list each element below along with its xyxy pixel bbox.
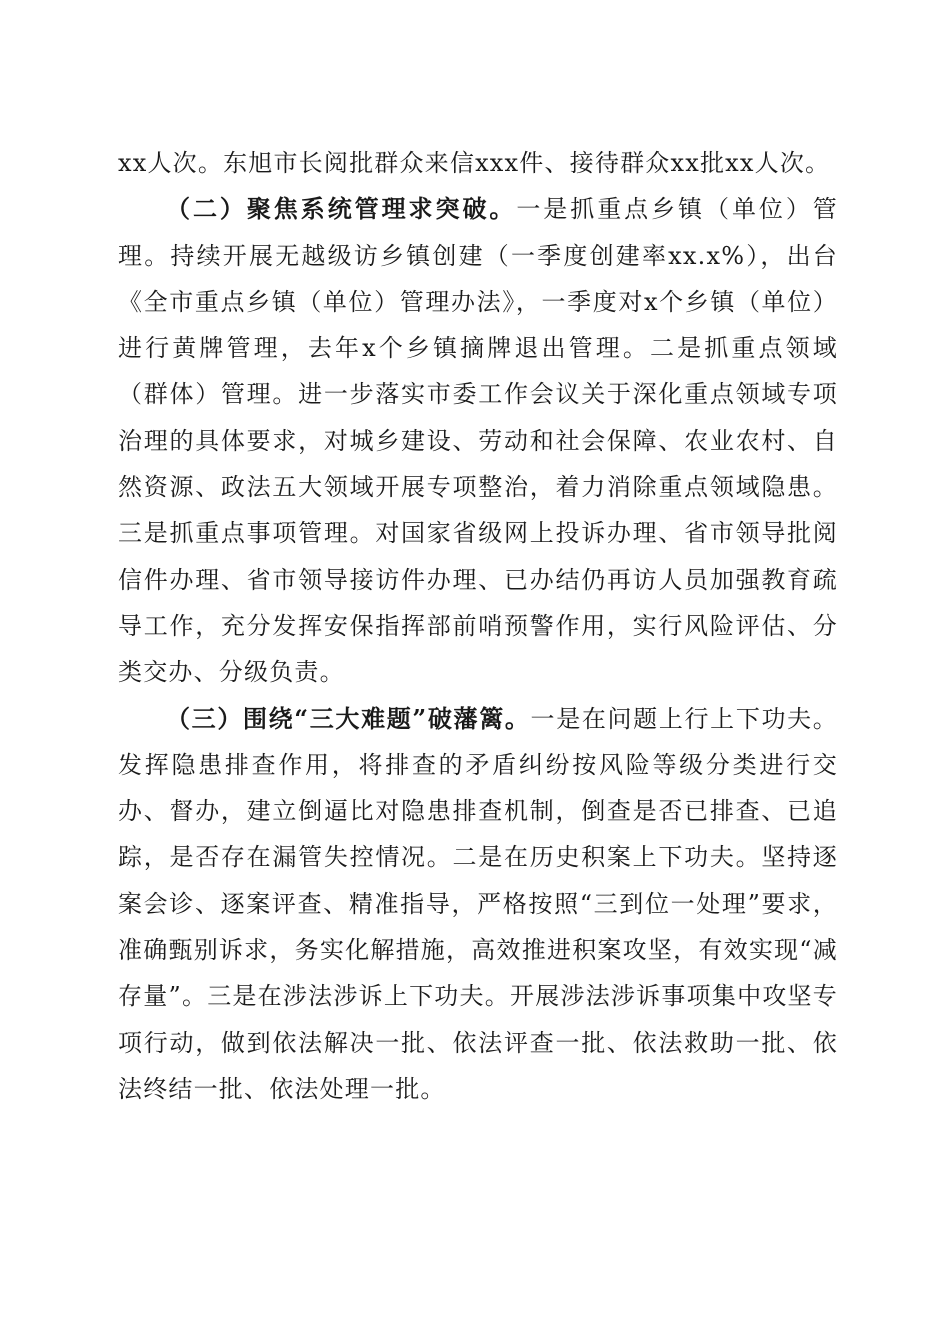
document-body [118, 140, 838, 1112]
section-heading: （三）围绕“三大难题”破藩篱。 [166, 703, 531, 733]
paragraph-continuation [118, 140, 838, 186]
paragraph-text: xx人次。东旭市长阅批群众来信xxx件、接待群众xx批xx人次。 [118, 149, 831, 177]
paragraph-section-2 [118, 186, 838, 695]
paragraph-section-3 [118, 696, 838, 1113]
paragraph-text: 一是抓重点乡镇（单位）管理。持续开展无越级访乡镇创建（一季度创建率xx.x%），出台《全市重点乡镇（单位）管理办法》，一季度对x个乡镇（单位）进行黄牌管理，去年x个乡镇摘牌退出管理。二是抓重点领域（群体）管理。进一步落实市委工作会议关于深化重点领域专项治理的具体要求，对城乡建设、劳动和社会保障、农业农村、自然资源、政法五大领域开展专项整治，着力消除重点领域隐患。三是抓重点事项管理。对国家省级网上投诉办理、省市领导批阅信件办理、省市领导接访件办理、已办结仍再访人员加强教育疏导工作，充分发挥安保指挥部前哨预警作用，实行风险评估、分类交办、分级负责。 [118, 195, 838, 687]
paragraph-text: 一是在问题上行上下功夫。发挥隐患排查作用，将排查的矛盾纠纷按风险等级分类进行交办、督办，建立倒逼比对隐患排查机制，倒查是否已排查、已追踪，是否存在漏管失控情况。二是在历史积案上下功夫。坚持逐案会诊、逐案评查、精准指导，严格按照“三到位一处理”要求，准确甄别诉求，务实化解措施，高效推进积案攻坚，有效实现“减存量”。三是在涉法涉诉上下功夫。开展涉法涉诉事项集中攻坚专项行动，做到依法解决一批、依法评查一批、依法救助一批、依法终结一批、依法处理一批。 [118, 704, 839, 1103]
section-heading: （二）聚焦系统管理求突破。 [166, 194, 517, 224]
